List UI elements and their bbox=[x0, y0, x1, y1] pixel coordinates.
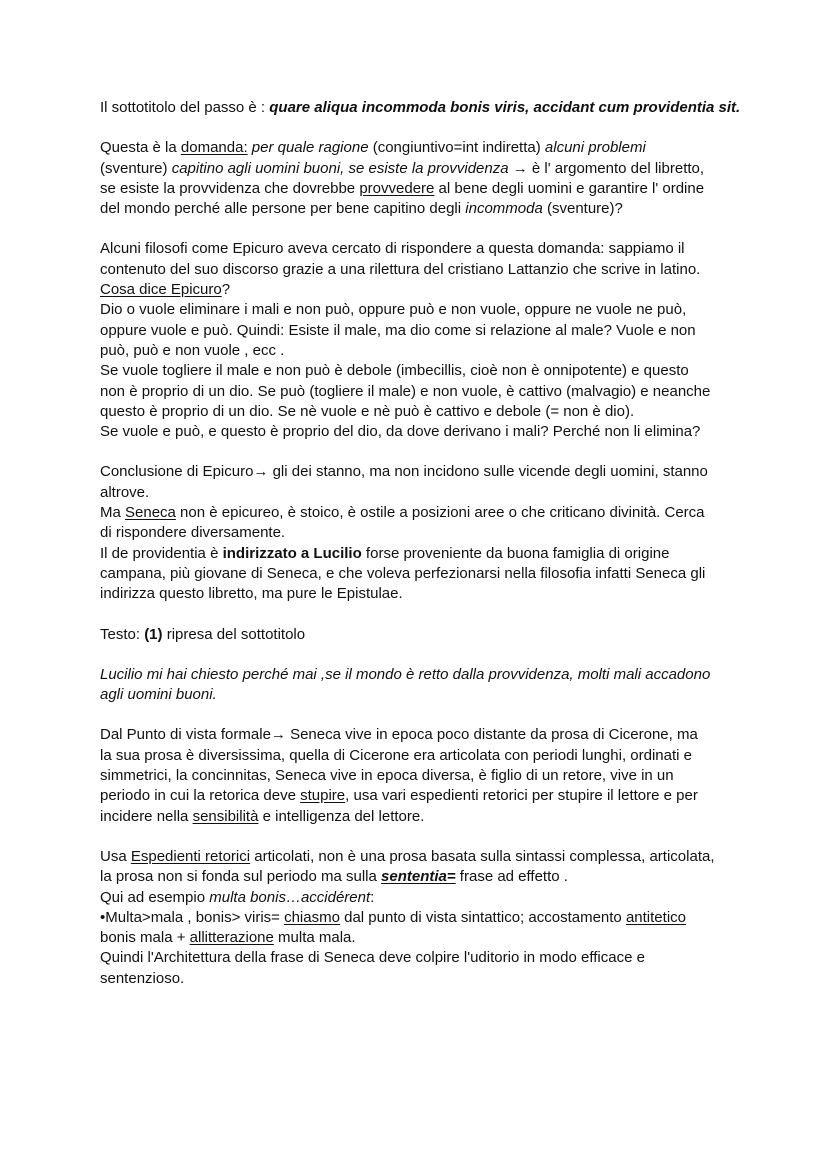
stupire-word: stupire bbox=[300, 787, 346, 805]
text-line: sentenzioso. bbox=[100, 969, 185, 987]
allitterazione-word: allitterazione bbox=[189, 929, 274, 947]
text-span: non è epicureo, è stoico, è ostile a posizioni aree o che criticano divinità. Cerca bbox=[175, 504, 705, 522]
text-span: del mondo perché alle persone per bene capitino degli bbox=[100, 200, 466, 218]
text-line: Dal Punto di vista formale→ Seneca vive in epoca poco distante da prosa di Cicerone, ma bbox=[100, 726, 698, 744]
text-span: incidere nella bbox=[100, 807, 193, 825]
incommoda-word: incommoda bbox=[465, 200, 543, 218]
text-span: (sventure)? bbox=[542, 200, 623, 218]
text-span: Questa è la bbox=[100, 139, 181, 157]
text-line: Lucilio mi hai chiesto perché mai ,se il mondo è retto dalla provvidenza, molti mali accadono bbox=[100, 665, 711, 683]
seneca-word: Seneca bbox=[125, 504, 176, 522]
espedienti-retorici-word: Espedienti retorici bbox=[130, 847, 251, 865]
text-line: Se vuole togliere il male e non può è debole (imbecillis, cioè non è onnipotente) e questo bbox=[100, 362, 689, 380]
text-span: forse proveniente da buona famiglia di origine bbox=[361, 544, 670, 562]
text-line: la sua prosa è diversissima, quella di Cicerone era articolata con periodi lunghi, ordinati e bbox=[100, 746, 692, 764]
text-span: multa mala. bbox=[273, 929, 356, 947]
text-span: capitino agli uomini buoni, se esiste la provvidenza bbox=[171, 159, 509, 177]
text-span: per quale ragione bbox=[247, 139, 369, 157]
lucilio-emphasis: indirizzato a Lucilio bbox=[222, 544, 362, 562]
text-line: agli uomini buoni. bbox=[100, 686, 217, 704]
latin-example: multa bonis…accidérent bbox=[209, 888, 371, 906]
antitetico-word: antitetico bbox=[625, 908, 686, 926]
epicuro-paragraph bbox=[100, 239, 758, 442]
text-line: oppure vuole e può. Quindi: Esiste il male, ma dio come si relazione al male? Vuole e non bbox=[100, 321, 696, 339]
text-span: Testo: bbox=[100, 625, 145, 643]
cosa-dice-epicuro-heading: Cosa dice Epicuro bbox=[100, 281, 222, 299]
text-line: non è proprio di un dio. Se può (togliere il male) e non vuole, è cattivo (malvagio) e neanche bbox=[100, 382, 711, 400]
text-span: Qui ad esempio bbox=[100, 888, 210, 906]
translation-quote bbox=[100, 665, 758, 706]
text-span: ripresa del sottotitolo bbox=[162, 625, 306, 643]
section-number: (1) bbox=[144, 625, 163, 643]
text-span: periodo in cui la retorica deve bbox=[100, 787, 301, 805]
text-span: dal punto di vista sintattico; accostamento bbox=[339, 908, 626, 926]
text-line: Dio o vuole eliminare i mali e non può, oppure può e non vuole, oppure ne vuole ne può, bbox=[100, 301, 687, 319]
text-span: Ma bbox=[100, 504, 126, 522]
chiasmo-word: chiasmo bbox=[284, 908, 340, 926]
text-span: alcuni problemi bbox=[544, 139, 646, 157]
espedienti-paragraph bbox=[100, 847, 758, 989]
text-span: se esiste la provvidenza che dovrebbe bbox=[100, 179, 360, 197]
subtitle-paragraph bbox=[100, 98, 758, 118]
conclusione-paragraph bbox=[100, 462, 758, 604]
text-line: Conclusione di Epicuro→ gli dei stanno, ma non incidono sulle vicende degli uomini, stanno bbox=[100, 463, 708, 481]
text-span: ? bbox=[221, 281, 231, 299]
stile-paragraph bbox=[100, 725, 758, 826]
text-line: Alcuni filosofi come Epicuro aveva cercato di rispondere a questa domanda: sappiamo il bbox=[100, 240, 685, 258]
text-line: di rispondere diversamente. bbox=[100, 524, 286, 542]
text-span: articolati, non è una prosa basata sulla sintassi complessa, articolata, bbox=[250, 847, 715, 865]
text-span: bonis mala + bbox=[100, 929, 190, 947]
text-span: → è l' argomento del libretto, bbox=[508, 159, 705, 177]
text-line: questo è proprio di un dio. Se nè vuole e nè può è cattivo e debole (= non è dio). bbox=[100, 402, 635, 420]
text-span: Il de providentia è bbox=[100, 544, 223, 562]
text-span: , usa vari espedienti retorici per stupire il lettore e per bbox=[345, 787, 698, 805]
text-span: (congiuntivo=int indiretta) bbox=[368, 139, 545, 157]
text-span: (sventure) bbox=[100, 159, 172, 177]
question-paragraph bbox=[100, 138, 758, 219]
provvedere-word: provvedere bbox=[359, 179, 435, 197]
text-span: •Multa>mala , bonis> viris= bbox=[100, 908, 285, 926]
text-line: simmetrici, la concinnitas, Seneca vive in epoca diversa, è figlio di un retore, vive in un bbox=[100, 767, 674, 785]
text-span: : bbox=[370, 888, 375, 906]
text-line: altrove. bbox=[100, 483, 150, 501]
subtitle-latin: quare aliqua incommoda bonis viris, accidant cum providentia sit. bbox=[269, 99, 741, 116]
sensibilita-word: sensibilità bbox=[192, 807, 259, 825]
text-line: contenuto del suo discorso grazie a una rilettura del cristiano Lattanzio che scrive in latino. bbox=[100, 260, 701, 278]
testo-heading bbox=[100, 625, 758, 645]
text-line: Quindi l'Architettura della frase di Seneca deve colpire l'uditorio in modo efficace e bbox=[100, 949, 645, 967]
sententia-word: sententia= bbox=[381, 868, 456, 886]
text-line: può, può e non vuole , ecc . bbox=[100, 341, 285, 359]
text-span: al bene degli uomini e garantire l' ordine bbox=[434, 179, 705, 197]
text-line: campana, più giovane di Seneca, e che voleva perfezionarsi nella filosofia infatti Seneca gli bbox=[100, 564, 706, 582]
text-span: frase ad effetto . bbox=[455, 868, 568, 886]
text-line: indirizza questo libretto, ma pure le Epistulae. bbox=[100, 585, 403, 603]
text-span: la prosa non si fonda sul periodo ma sulla bbox=[100, 868, 382, 886]
subtitle-intro: Il sottotitolo del passo è : bbox=[100, 99, 270, 116]
text-line: Se vuole e può, e questo è proprio del dio, da dove derivano i mali? Perché non li elimina? bbox=[100, 423, 701, 441]
domanda-word: domanda: bbox=[180, 139, 248, 157]
text-span: Usa bbox=[100, 847, 131, 865]
text-span: e intelligenza del lettore. bbox=[258, 807, 425, 825]
